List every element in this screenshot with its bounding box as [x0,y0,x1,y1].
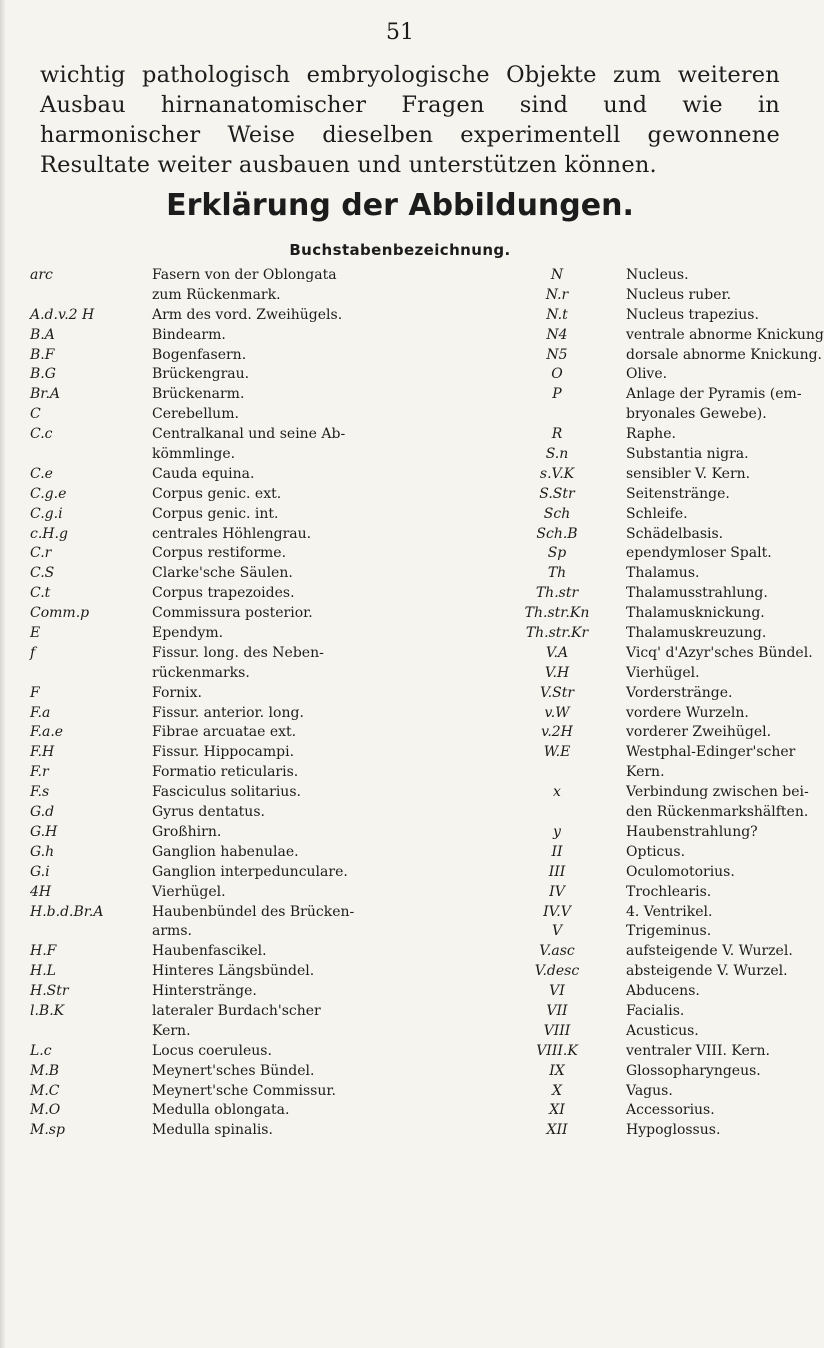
right-description: Vorderstränge. [626,684,733,701]
intro-paragraph: wichtig pathologisch embryologische Objekte zum weiteren Ausbau hirnanatomischer Fragen sind und wie in harmonischer Weise dieselben experimentell gewonnene Resultate weiter ausbauen und unterstützen können. [40,62,780,178]
right-description: Vierhügel. [626,664,700,681]
page-number: 51 [386,20,414,45]
left-description: Locus coeruleus. [152,1042,272,1059]
left-description: Fissur. Hippocampi. [152,744,295,761]
right-description: Kern. [626,764,665,781]
right-abbreviation: Th.str.Kn [524,605,590,622]
left-abbreviation: F.a [30,704,51,721]
right-description: Glossopharyngeus. [626,1062,761,1079]
left-abbreviation: H.L [30,963,56,980]
right-abbreviation: N4 [546,326,568,343]
left-abbreviation: C.r [30,545,52,562]
left-description: Cauda equina. [152,465,255,482]
left-description: Hinteres Längsbündel. [152,963,315,980]
right-description-column [626,266,824,1141]
right-description: Anlage der Pyramis (em- [626,386,802,403]
left-abbreviation: G.H [30,823,58,840]
left-abbreviation: M.C [30,1082,60,1099]
right-description: Nucleus ruber. [626,286,732,303]
right-abbreviation: III [548,863,566,880]
right-abbreviation: N5 [546,346,568,363]
left-abbreviation: M.B [30,1062,60,1079]
left-abbreviation: C.e [30,465,53,482]
right-description: Trigeminus. [626,923,712,940]
right-abbreviation: V.desc [534,963,580,980]
left-abbreviation [30,445,148,465]
right-abbreviation: Th.str [535,585,579,602]
right-abbreviation: v.2H [541,724,573,741]
right-description: Nucleus. [626,267,689,283]
right-description: Vicq' d'Azyr'sches Bündel. [626,644,813,661]
right-description: Olive. [626,366,668,383]
left-abbreviation: H.b.d.Br.A [30,903,104,920]
section-heading: Erklärung der Abbildungen. [166,188,634,223]
left-description: Fornix. [152,684,202,701]
right-description: Thalamus. [626,565,700,582]
right-description: aufsteigende V. Wurzel. [626,943,793,960]
right-description: Opticus. [626,843,686,860]
left-description: arms. [152,923,192,940]
right-abbreviation: N.t [546,306,568,323]
left-abbreviation: Br.A [30,386,61,403]
right-description: Accessorius. [626,1102,715,1119]
right-abbreviation: W.E [543,744,571,761]
left-abbreviation: M.sp [30,1122,65,1139]
right-abbreviation: VIII [543,1022,571,1039]
left-description: Vierhügel. [152,883,226,900]
right-description: Oculomotorius. [626,863,735,880]
left-abbreviation: C.S [30,565,55,582]
right-description: Westphal-Edinger'scher [626,744,796,761]
right-description: Schleife. [626,505,688,522]
right-abbreviation: P [552,386,562,403]
right-description: ventrale abnorme Knickung [626,326,824,343]
left-abbreviation: F.a.e [30,724,64,741]
left-abbreviation: H.F [30,943,57,960]
left-abbreviation [30,1022,148,1042]
right-description: Facialis. [626,1002,685,1019]
right-abbreviation: IV [549,883,565,900]
right-abbreviation: V.Str [539,684,575,701]
left-abbreviation: l.B.K [30,1002,65,1019]
left-abbreviation-column [30,266,148,1141]
left-description: kömmlinge. [152,446,236,463]
right-description: Haubenstrahlung? [626,823,758,840]
left-abbreviation: G.i [30,863,50,880]
left-description: Haubenbündel des Brücken- [152,903,355,920]
right-abbreviation: N.r [545,286,569,303]
left-description: Fissur. long. des Neben- [152,644,324,661]
left-abbreviation: C.g.e [30,485,67,502]
left-abbreviation: C.c [30,426,53,443]
right-description: sensibler V. Kern. [626,465,751,482]
left-description: Medulla spinalis. [152,1122,273,1139]
left-description: Medulla oblongata. [152,1102,290,1119]
right-abbreviation: v.W [544,704,570,721]
right-abbreviation: XII [546,1122,568,1139]
right-abbreviation [492,803,622,823]
right-abbreviation: X [552,1082,562,1099]
right-abbreviation: V.asc [539,943,575,960]
right-description: ependymloser Spalt. [626,545,772,562]
right-abbreviation: VIII.K [536,1042,578,1059]
left-abbreviation: C.t [30,585,51,602]
left-abbreviation: F.s [30,784,50,801]
left-abbreviation: Comm.p [30,605,90,622]
left-abbreviation: E [30,625,41,642]
left-abbreviation: F.r [30,764,49,781]
left-description: Fasern von der Oblongata [152,267,337,283]
left-description: Cerebellum. [152,406,239,423]
right-description: Trochlearis. [626,883,712,900]
left-description: Fasciculus solitarius. [152,784,301,801]
right-description: ventraler VIII. Kern. [626,1042,770,1059]
left-abbreviation: F.H [30,744,55,761]
right-abbreviation: S.Str [539,485,575,502]
left-description-column [152,266,482,1141]
right-abbreviation: VI [549,983,565,1000]
left-description: rückenmarks. [152,664,250,681]
left-description: Corpus trapezoides. [152,585,295,602]
left-description: zum Rückenmark. [152,286,281,303]
right-description: Thalamusstrahlung. [626,585,768,602]
left-description: Brückengrau. [152,366,250,383]
left-description: Fissur. anterior. long. [152,704,304,721]
left-description: Centralkanal und seine Ab- [152,426,346,443]
left-description: Bindearm. [152,326,226,343]
left-description: Großhirn. [152,823,222,840]
right-description: den Rückenmarkshälften. [626,804,809,821]
left-abbreviation: H.Str [30,983,69,1000]
left-description: Ganglion interpedunculare. [152,863,348,880]
left-abbreviation: B.A [30,326,55,343]
left-abbreviation: A.d.v.2 H [30,306,95,323]
right-abbreviation: x [553,784,561,801]
left-abbreviation: G.h [30,843,55,860]
left-description: Brückenarm. [152,386,245,403]
right-abbreviation: Sp [547,545,567,562]
left-abbreviation: B.G [30,366,56,383]
left-description: Fibrae arcuatae ext. [152,724,297,741]
left-abbreviation [30,286,148,306]
right-abbreviation: Th [547,565,567,582]
right-description: Thalamusknickung. [626,605,765,622]
right-description: Thalamuskreuzung. [626,625,767,642]
left-description: Ganglion habenulae. [152,843,299,860]
right-abbreviation: N [550,267,564,283]
left-abbreviation: L.c [30,1042,52,1059]
left-abbreviation [30,664,148,684]
left-abbreviation: f [30,644,36,661]
left-description: Bogenfasern. [152,346,247,363]
left-description: Meynert'sches Bündel. [152,1062,315,1079]
right-description: vorderer Zweihügel. [626,724,772,741]
right-abbreviation-column [492,266,622,1141]
left-abbreviation: G.d [30,804,55,821]
left-description: centrales Höhlengrau. [152,525,312,542]
right-abbreviation: IV.V [543,903,571,920]
right-description: Raphe. [626,426,676,443]
right-abbreviation: VII [546,1002,568,1019]
right-abbreviation [492,405,622,425]
left-abbreviation: M.O [30,1102,61,1119]
left-description: lateraler Burdach'scher [152,1002,321,1019]
left-description: Corpus genic. int. [152,505,279,522]
left-abbreviation: C [30,406,41,423]
right-abbreviation: S.n [545,446,569,463]
right-abbreviation: Sch.B [536,525,578,542]
left-abbreviation: 4H [30,883,52,900]
right-abbreviation [492,763,622,783]
right-abbreviation: V [551,923,563,940]
left-description: Corpus restiforme. [152,545,287,562]
left-description: Haubenfascikel. [152,943,267,960]
right-description: dorsale abnorme Knickung. [626,346,823,363]
left-description: Kern. [152,1022,191,1039]
right-abbreviation: y [553,823,561,840]
left-abbreviation: C.g.i [30,505,63,522]
left-description: Corpus genic. ext. [152,485,282,502]
left-abbreviation [30,922,148,942]
right-abbreviation: Th.str.Kr [525,625,589,642]
left-description: Commissura posterior. [152,605,313,622]
right-description: Schädelbasis. [626,525,724,542]
left-description: Clarke'sche Säulen. [152,565,293,582]
right-abbreviation: V.H [544,664,570,681]
right-description: 4. Ventrikel. [626,903,713,920]
right-description: Substantia nigra. [626,446,749,463]
right-description: Vagus. [626,1082,673,1099]
left-abbreviation: c.H.g [30,525,68,542]
right-description: absteigende V. Wurzel. [626,963,788,980]
right-description: Verbindung zwischen bei- [626,784,809,801]
right-description: Hypoglossus. [626,1122,721,1139]
left-description: Formatio reticularis. [152,764,299,781]
right-abbreviation: Sch [543,505,571,522]
left-description: Hinterstränge. [152,983,257,1000]
left-abbreviation: B.F [30,346,55,363]
right-abbreviation: IX [549,1062,565,1079]
right-description: bryonales Gewebe). [626,406,767,423]
left-description: Arm des vord. Zweihügels. [152,306,343,323]
right-abbreviation: s.V.K [539,465,575,482]
right-abbreviation: V.A [545,644,569,661]
right-abbreviation: II [551,843,563,860]
right-abbreviation: O [551,366,563,383]
right-description: vordere Wurzeln. [626,704,749,721]
section-subheading: Buchstabenbezeichnung. [289,241,511,259]
right-description: Seitenstränge. [626,485,730,502]
left-abbreviation: F [30,684,40,701]
left-abbreviation: arc [30,267,53,283]
left-description: Ependym. [152,625,224,642]
right-description: Acusticus. [626,1022,699,1039]
right-abbreviation: XI [549,1102,565,1119]
right-abbreviation: R [551,426,563,443]
left-description: Gyrus dentatus. [152,804,265,821]
left-description: Meynert'sche Commissur. [152,1082,336,1099]
right-description: Nucleus trapezius. [626,306,759,323]
right-description: Abducens. [626,983,700,1000]
